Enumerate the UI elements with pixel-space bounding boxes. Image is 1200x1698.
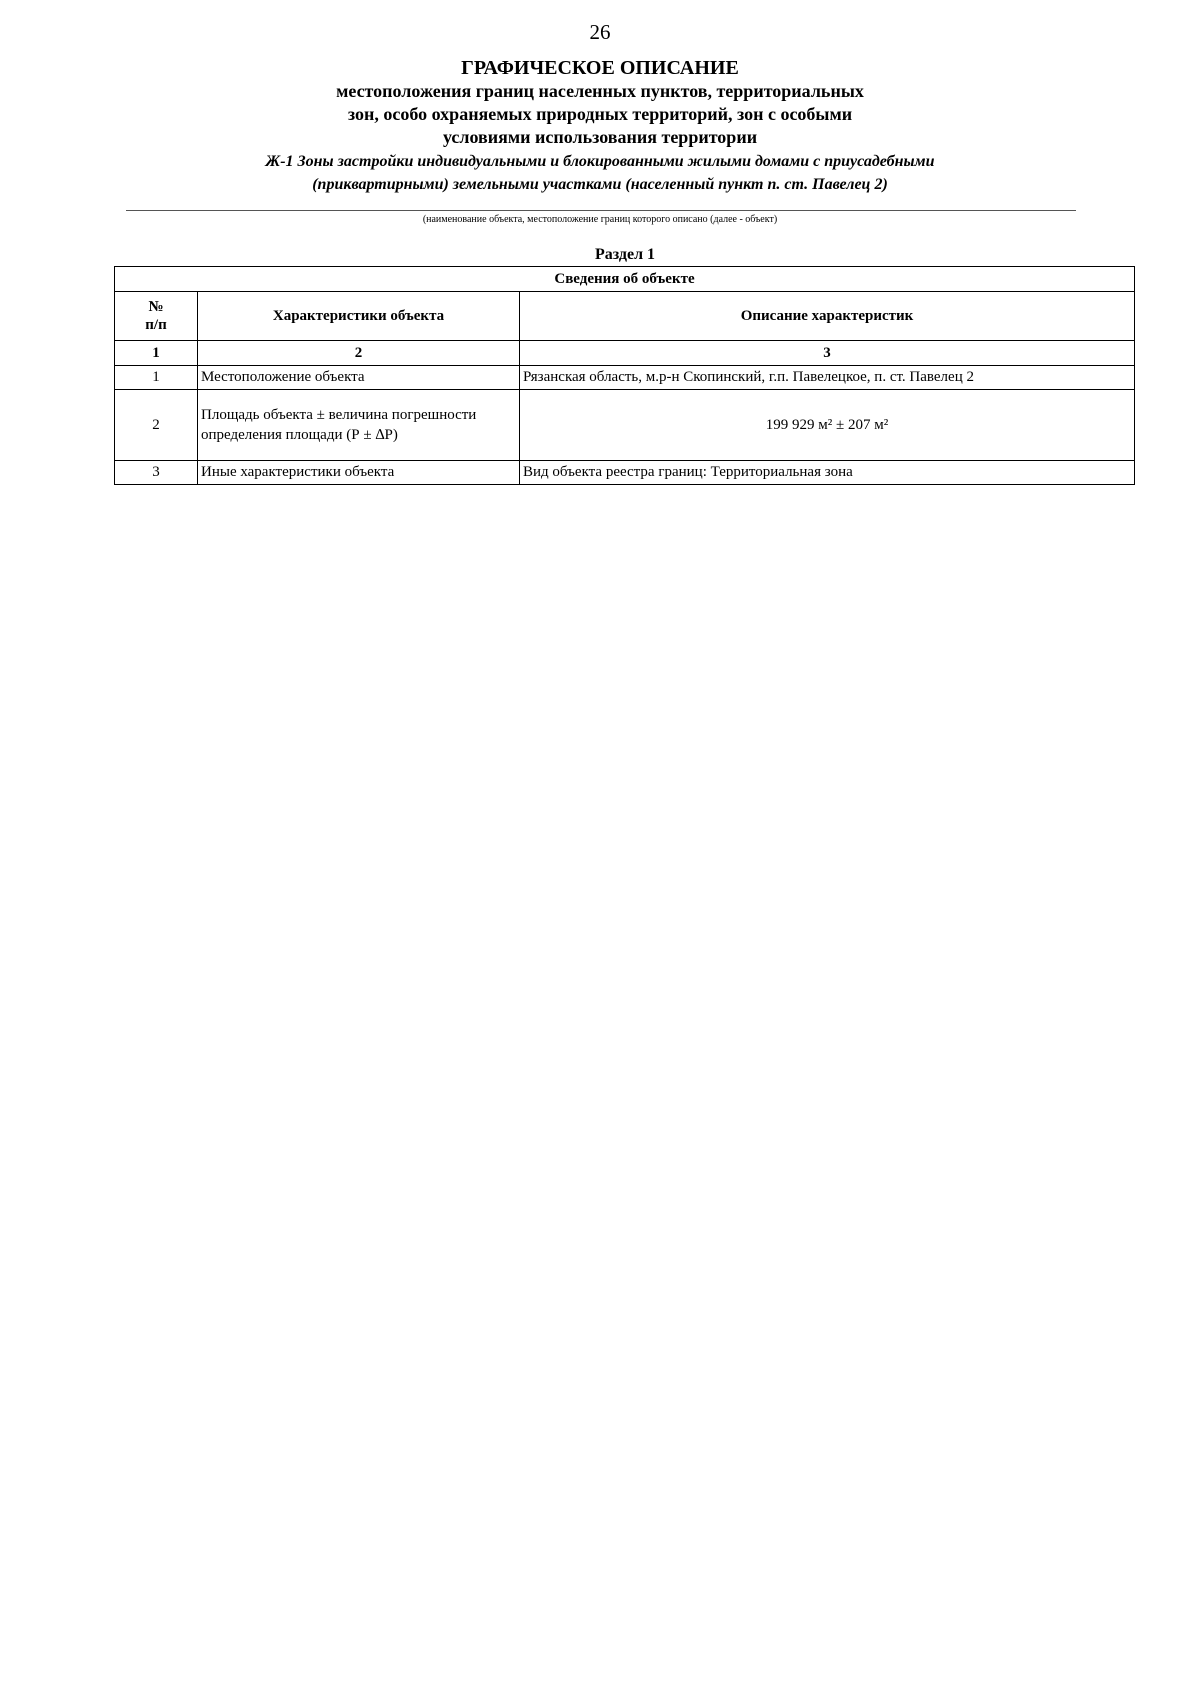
- row-description: Вид объекта реестра границ: Территориальная зона: [520, 461, 1135, 485]
- document-subtitle-line: местоположения границ населенных пунктов, территориальных: [336, 81, 864, 101]
- column-header-characteristic: Характеристики объекта: [198, 292, 520, 341]
- table-row: [115, 461, 1135, 485]
- row-description: 199 929 м² ± 207 м²: [520, 390, 1135, 461]
- row-number: 1: [115, 366, 198, 390]
- row-characteristic: Иные характеристики объекта: [198, 461, 520, 485]
- column-number: 2: [198, 341, 520, 366]
- column-header-number: № п/п: [115, 292, 198, 341]
- document-title: ГРАФИЧЕСКОЕ ОПИСАНИЕ: [461, 57, 739, 79]
- section-title: Раздел 1: [594, 246, 656, 263]
- object-info-table: [114, 266, 1135, 485]
- document-subtitle-line: зон, особо охраняемых природных территорий, зон с особыми: [347, 104, 853, 124]
- page-number: 26: [589, 20, 611, 44]
- row-characteristic: Площадь объекта ± величина погрешности определения площади (Р ± ∆Р): [198, 390, 520, 461]
- table-row: [115, 390, 1135, 461]
- column-number-row: [115, 341, 1135, 366]
- table-row: [115, 366, 1135, 390]
- table-caption-row: [115, 267, 1135, 292]
- table-caption: Сведения об объекте: [115, 267, 1135, 292]
- object-name-line: (приквартирными) земельными участками (населенный пункт п. ст. Павелец 2): [312, 176, 888, 193]
- column-number: 1: [115, 341, 198, 366]
- object-name-line: Ж-1 Зоны застройки индивидуальными и блокированными жилыми домами с приусадебными: [265, 153, 935, 170]
- column-number: 3: [520, 341, 1135, 366]
- row-characteristic: Местоположение объекта: [198, 366, 520, 390]
- object-caption: (наименование объекта, местоположение границ которого описано (далее - объект): [422, 214, 778, 225]
- row-description: Рязанская область, м.р-н Скопинский, г.п. Павелецкое, п. ст. Павелец 2: [520, 366, 1135, 390]
- column-header-description: Описание характеристик: [520, 292, 1135, 341]
- document-subtitle-line: условиями использования территории: [442, 127, 758, 147]
- object-name-underline: [126, 210, 1076, 211]
- table-header-row: [115, 292, 1135, 341]
- row-number: 3: [115, 461, 198, 485]
- document-header: [120, 56, 1080, 195]
- row-number: 2: [115, 390, 198, 461]
